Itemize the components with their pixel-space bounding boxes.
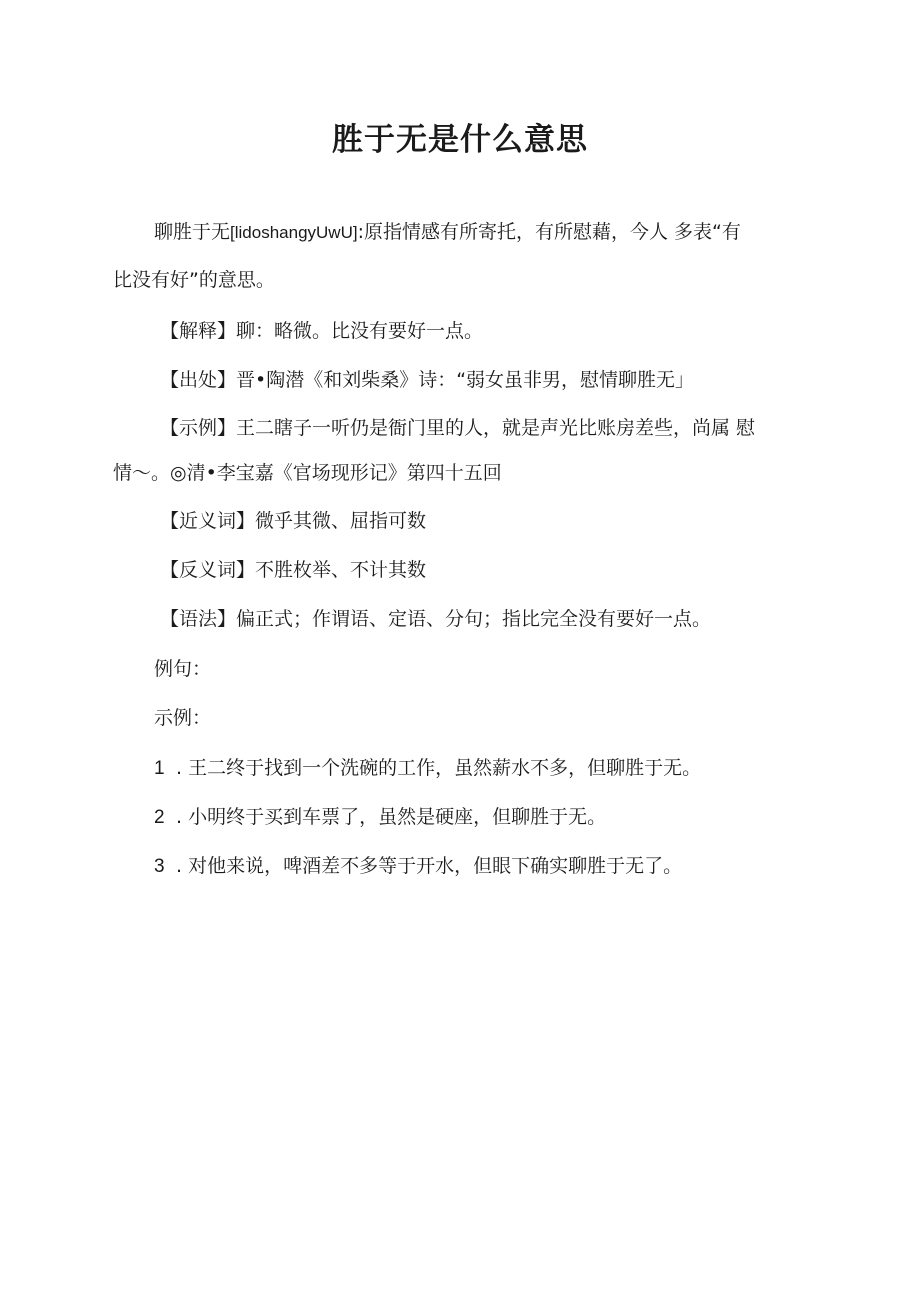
example-item bbox=[154, 854, 682, 879]
example-number: 1 bbox=[154, 758, 165, 779]
intro-term: 聊胜于无 bbox=[154, 221, 231, 243]
synonyms-entry: 【近义词】微乎其微、屈指可数 bbox=[160, 510, 427, 532]
grammar-entry: 【语法】偏正式；作谓语、定语、分句；指比完全没有要好一点。 bbox=[160, 608, 712, 630]
sentence-label: 例句： bbox=[154, 658, 212, 680]
example-entry-line-1: 【示例】王二瞎子一听仍是衙门里的人，就是声光比账房差些，尚属 慰 bbox=[160, 417, 756, 439]
example-text: . 对他来说，啤酒差不多等于开水，但眼下确实聊胜于无了。 bbox=[176, 855, 683, 877]
source-entry: 【出处】晋•陶潜《和刘柴桑》诗：“弱女虽非男，慰情聊胜无」 bbox=[160, 369, 695, 391]
intro-line-2: 比没有好”的意思。 bbox=[113, 269, 275, 291]
page-title: 胜于无是什么意思 bbox=[332, 122, 588, 158]
example-text: . 王二终于找到一个洗碗的工作，虽然薪水不多，但聊胜于无。 bbox=[176, 757, 702, 779]
example-item bbox=[154, 756, 701, 781]
antonyms-entry: 【反义词】不胜枚举、不计其数 bbox=[160, 559, 427, 581]
intro-definition: :原指情感有所寄托，有所慰藉，今人 多表“有 bbox=[357, 221, 741, 243]
intro-line-1 bbox=[154, 220, 741, 245]
example-item bbox=[154, 805, 606, 830]
example-number: 3 bbox=[154, 856, 165, 877]
example-entry-line-2: 情～。◎清•李宝嘉《官场现形记》第四十五回 bbox=[113, 462, 502, 484]
examples-label: 示例： bbox=[154, 707, 212, 729]
example-text: . 小明终于买到车票了，虽然是硬座，但聊胜于无。 bbox=[176, 806, 607, 828]
explain-entry: 【解释】聊：略微。比没有要好一点。 bbox=[160, 320, 484, 342]
intro-pinyin: [lidoshangyUwU] bbox=[230, 223, 358, 242]
example-number: 2 bbox=[154, 807, 165, 828]
